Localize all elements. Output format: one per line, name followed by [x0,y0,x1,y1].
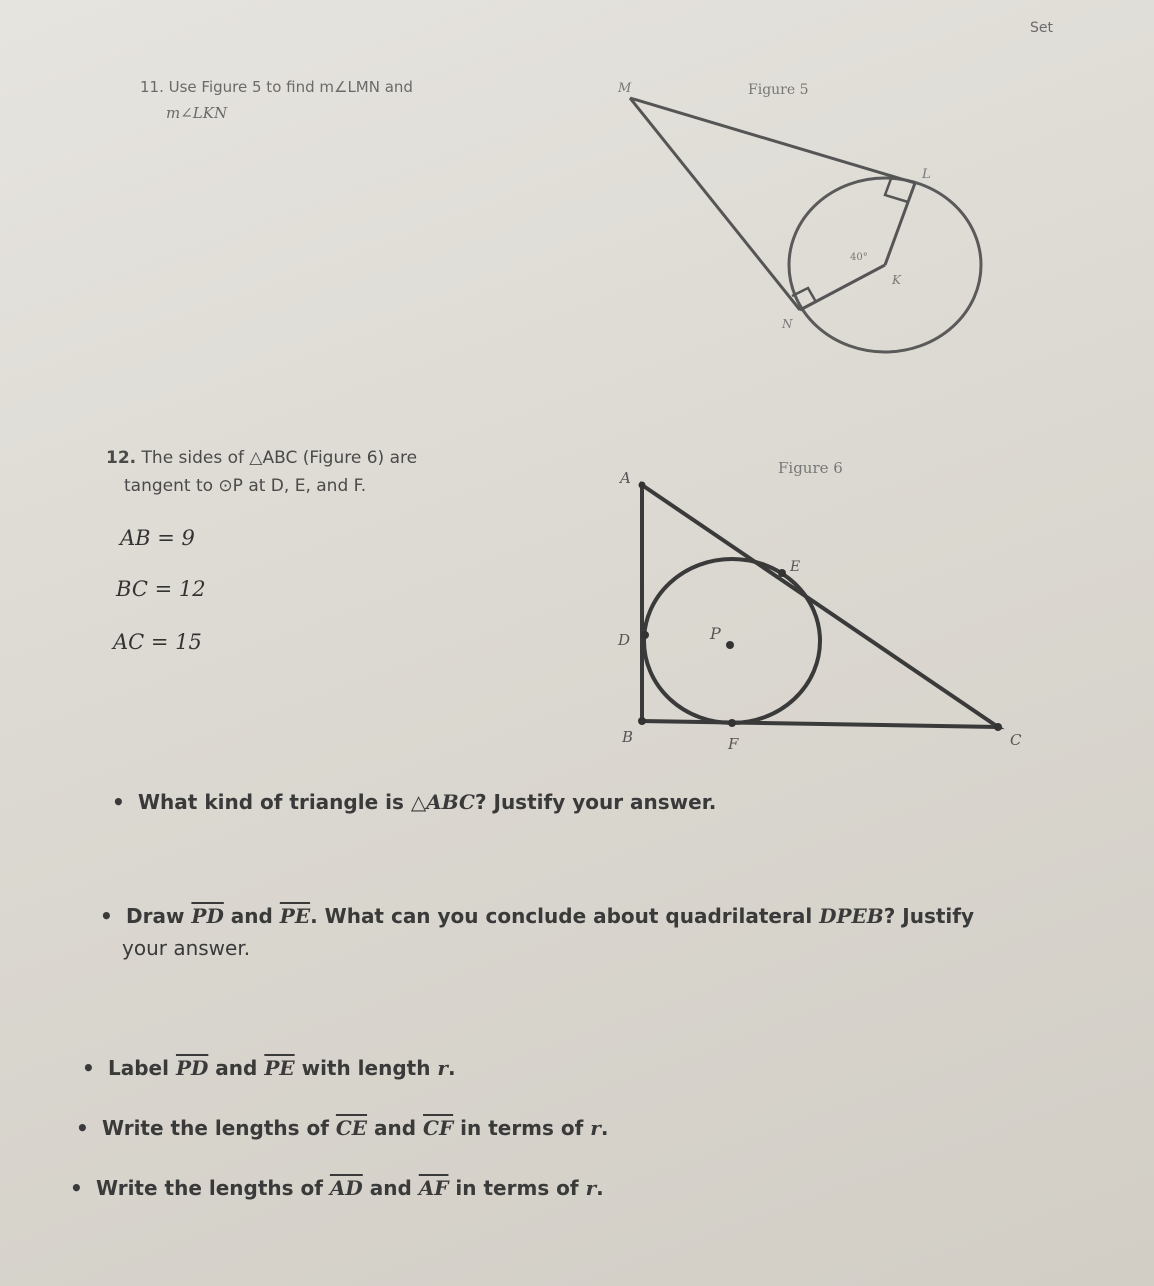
point-m-label: M [618,81,632,96]
bullet-3: • Label $\overline{PD}$ and $\overline{PE}$ with length r. [82,1056,456,1080]
point-e [778,569,786,577]
figure-5 [600,70,1020,370]
point-b [638,717,646,725]
bullet-2-line2: your answer. [122,936,251,960]
point-l-label: L [922,167,931,182]
angle-label: 40° [850,252,868,263]
problem-11-line1: Use Figure 5 to find m∠LMN and [168,78,413,96]
point-f [728,719,736,727]
given-bc: BC = 12 [116,577,206,601]
point-n-label: N [782,317,793,331]
point-d-label: D [618,631,631,649]
problem-12-number: 12. [106,448,137,468]
bullet-2: • Draw $\overline{PD}$ and $\overline{PE}$. What can you conclude about quadrilateral DPEB? Justify [100,904,975,928]
point-d [641,631,649,639]
problem-11-number: 11. [140,78,164,96]
given-ac: AC = 15 [113,630,202,654]
bullet-5: • Write the lengths of $\overline{AD}$ and $\overline{AF}$ in terms of r. [70,1176,604,1200]
bullet-4: • Write the lengths of $\overline{CE}$ and $\overline{CF}$ in terms of r. [76,1116,609,1140]
problem-12-line1: The sides of △ABC (Figure 6) are [141,448,418,468]
triangle-abc [642,485,998,727]
point-e-label: E [790,559,801,575]
figure-6-label: Figure 6 [778,459,843,477]
problem-12-text [106,448,417,468]
point-c [994,723,1002,731]
point-p-label: P [710,624,721,643]
incircle-p [644,559,820,723]
point-a-label: A [620,469,631,487]
tangent-mn [630,98,800,310]
corner-label: Set [1030,20,1053,36]
point-b-label: B [622,728,634,746]
point-f-label: F [728,735,739,753]
point-a [639,482,646,489]
figure-5-label: Figure 5 [748,82,809,98]
point-c-label: C [1010,731,1022,749]
radius-kn [800,265,885,310]
given-ab: AB = 9 [120,526,195,550]
figure-6 [600,455,1050,765]
tangent-ml [630,98,915,183]
bullet-1: • What kind of triangle is △ABC? Justify your answer. [112,790,717,814]
problem-12-line2: tangent to ⊙P at D, E, and F. [124,476,367,496]
point-p [726,641,734,649]
problem-11-line2: m∠LKN [166,104,228,122]
point-k-label: K [892,273,901,287]
problem-11-text [140,78,413,96]
